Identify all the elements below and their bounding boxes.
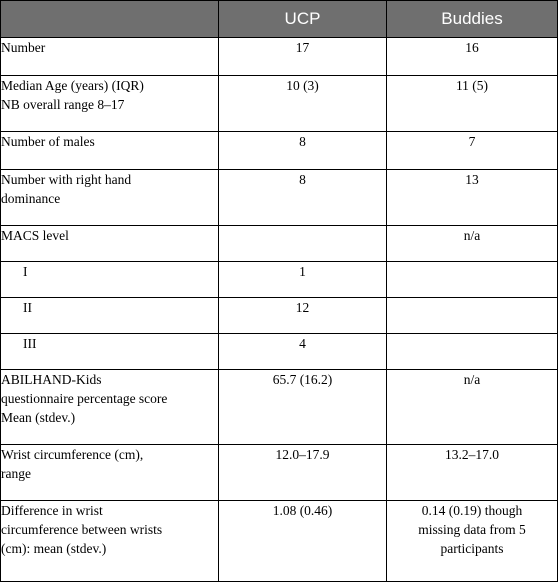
table-row bbox=[1, 334, 558, 370]
row-label-cell-line: Median Age (years) (IQR) bbox=[1, 78, 144, 93]
row-label-cell-line: Number with right hand bbox=[1, 172, 132, 187]
row-label-cell-line: Wrist circumference (cm), bbox=[1, 447, 144, 462]
buddies-value-cell bbox=[387, 445, 558, 501]
header-row bbox=[1, 1, 558, 38]
row-label-cell-line: questionnaire percentage score bbox=[1, 391, 168, 406]
ucp-value-cell bbox=[219, 298, 387, 334]
row-label-cell-line: III bbox=[23, 336, 37, 351]
row-label-cell bbox=[1, 170, 219, 226]
table-row bbox=[1, 170, 558, 226]
buddies-value-cell-line: n/a bbox=[463, 228, 481, 243]
buddies-value-cell-line: 7 bbox=[468, 134, 476, 149]
ucp-value-cell-line: 65.7 (16.2) bbox=[272, 372, 333, 387]
table-row bbox=[1, 262, 558, 298]
ucp-value-cell-line: 4 bbox=[299, 336, 306, 351]
buddies-value-cell-line: 11 (5) bbox=[455, 78, 489, 93]
buddies-value-cell bbox=[387, 298, 558, 334]
table-row bbox=[1, 501, 558, 582]
buddies-value-cell bbox=[387, 38, 558, 76]
row-label-cell bbox=[1, 334, 219, 370]
ucp-value-cell-line: 1 bbox=[299, 264, 306, 279]
ucp-value-cell bbox=[219, 262, 387, 298]
ucp-value-cell bbox=[219, 38, 387, 76]
row-label-cell bbox=[1, 370, 219, 445]
row-label-cell-line: MACS level bbox=[1, 228, 69, 243]
row-label-cell-line: range bbox=[1, 466, 31, 481]
ucp-value-cell-line: 8 bbox=[299, 172, 306, 187]
ucp-value-cell bbox=[219, 334, 387, 370]
buddies-value-cell bbox=[387, 132, 558, 170]
row-label-cell-line: dominance bbox=[1, 191, 61, 206]
row-label-cell bbox=[1, 226, 219, 262]
ucp-value-cell-line: 12.0–17.9 bbox=[275, 447, 330, 462]
buddies-value-cell-line: 0.14 (0.19) though bbox=[421, 503, 523, 518]
row-label-cell bbox=[1, 262, 219, 298]
table-row bbox=[1, 298, 558, 334]
ucp-value-cell-line: 1.08 (0.46) bbox=[272, 503, 333, 518]
table-row bbox=[1, 370, 558, 445]
ucp-value-cell-line: 8 bbox=[299, 134, 306, 149]
row-label-cell-line: NB overall range 8–17 bbox=[1, 97, 125, 112]
buddies-value-cell bbox=[387, 262, 558, 298]
row-label-cell-line: ABILHAND-Kids bbox=[1, 372, 102, 387]
table-row bbox=[1, 38, 558, 76]
row-label-cell-line: Number of males bbox=[1, 134, 95, 149]
row-label-cell-line: (cm): mean (stdev.) bbox=[1, 541, 107, 556]
header-cell-buddies: Buddies bbox=[387, 1, 558, 38]
row-label-cell-line: I bbox=[23, 264, 28, 279]
buddies-value-cell-line: 16 bbox=[465, 40, 479, 55]
buddies-value-cell-line: n/a bbox=[463, 372, 481, 387]
row-label-cell-line: Number bbox=[1, 40, 46, 55]
table-row bbox=[1, 132, 558, 170]
buddies-value-cell bbox=[387, 370, 558, 445]
table-row bbox=[1, 226, 558, 262]
row-label-cell bbox=[1, 132, 219, 170]
row-label-cell bbox=[1, 445, 219, 501]
ucp-value-cell-line: 10 (3) bbox=[286, 78, 319, 93]
row-label-cell bbox=[1, 298, 219, 334]
table-row bbox=[1, 445, 558, 501]
row-label-cell-line: Mean (stdev.) bbox=[1, 410, 76, 425]
buddies-value-cell bbox=[387, 501, 558, 582]
row-label-cell-line: Difference in wrist bbox=[1, 503, 103, 518]
buddies-value-cell-line: 13 bbox=[465, 172, 479, 187]
row-label-cell bbox=[1, 76, 219, 132]
ucp-value-cell bbox=[219, 370, 387, 445]
header-cell-ucp: UCP bbox=[219, 1, 387, 38]
header-cell-empty bbox=[1, 1, 219, 38]
ucp-value-cell bbox=[219, 170, 387, 226]
ucp-value-cell bbox=[219, 445, 387, 501]
buddies-value-cell-line: missing data from 5 bbox=[418, 522, 526, 537]
buddies-value-cell bbox=[387, 334, 558, 370]
ucp-value-cell bbox=[219, 226, 387, 262]
row-label-cell-line: circumference between wrists bbox=[1, 522, 163, 537]
table-row bbox=[1, 76, 558, 132]
buddies-value-cell-line: 13.2–17.0 bbox=[445, 447, 499, 462]
buddies-value-cell bbox=[387, 76, 558, 132]
ucp-value-cell-line: 12 bbox=[295, 300, 310, 315]
row-label-cell bbox=[1, 501, 219, 582]
ucp-value-cell bbox=[219, 501, 387, 582]
row-label-cell bbox=[1, 38, 219, 76]
buddies-value-cell bbox=[387, 170, 558, 226]
buddies-value-cell bbox=[387, 226, 558, 262]
ucp-value-cell bbox=[219, 132, 387, 170]
ucp-value-cell bbox=[219, 76, 387, 132]
row-label-cell-line: II bbox=[23, 300, 32, 315]
table-body bbox=[1, 38, 558, 582]
buddies-value-cell-line: participants bbox=[440, 541, 504, 556]
ucp-value-cell-line: 17 bbox=[295, 40, 310, 55]
